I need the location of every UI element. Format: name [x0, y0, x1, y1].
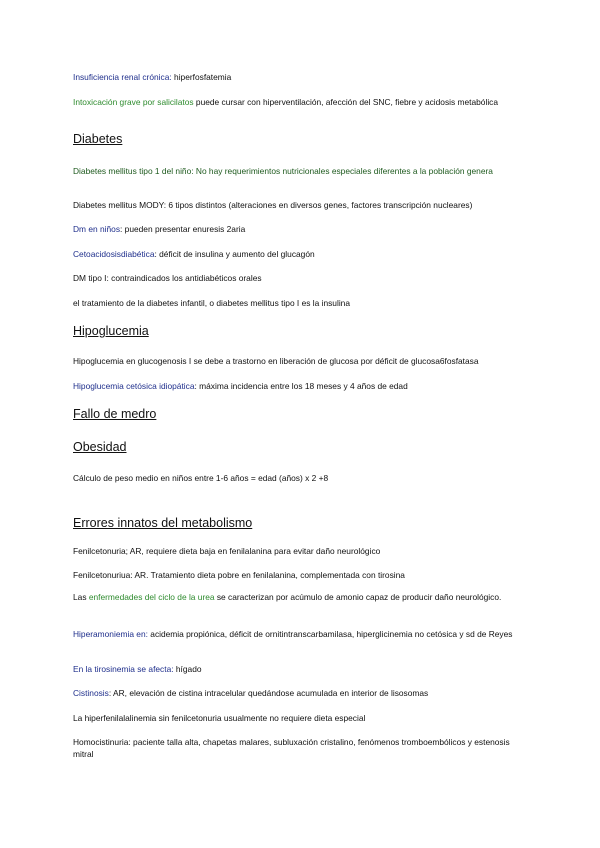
term-dm-ninos: Dm en niños — [73, 224, 121, 234]
paragraph-fenilcetonuria-1: Fenilcetonuria; AR, requiere dieta baja en fenilalanina para evitar daño neurológico — [73, 546, 381, 556]
paragraph-dm-ninos — [73, 223, 513, 235]
paragraph-hiperfenilalaninemia: La hiperfenilalalinemia sin fenilcetonuria usualmente no requiere dieta especial — [73, 713, 366, 723]
paragraph-cetoacidosis — [73, 248, 513, 260]
heading-errores-innatos: Errores innatos del metabolismo — [73, 516, 253, 530]
text-salicilatos: puede cursar con hiperventilación, afección del SNC, fiebre y acidosis metabólica — [193, 97, 499, 107]
paragraph-dm-tipo1: DM tipo I: contraindicados los antidiabéticos orales — [73, 273, 262, 283]
text-hiperamoniemia: acidemia propiónica, déficit de ornitintranscarbamilasa, hiperglicinemia no cetósica y sd de Reyes — [147, 629, 513, 639]
text-cistinosis: : AR, elevación de cistina intracelular quedándose acumulada en interior de lisosomas — [108, 688, 429, 698]
paragraph-mody: Diabetes mellitus MODY: 6 tipos distintos (alteraciones en diversos genes, factores transcripción nucleares) — [73, 200, 473, 210]
term-cetoacidosis: Cetoacidosisdiabética — [73, 249, 155, 259]
paragraph-cetosica — [73, 380, 513, 392]
term-cistinosis: Cistinosis — [73, 688, 109, 698]
paragraph-cistinosis — [73, 687, 513, 699]
paragraph-renal — [73, 71, 513, 83]
text-ciclo-urea-pre: Las — [73, 592, 89, 602]
term-ciclo-urea: enfermedades del ciclo de la urea — [88, 592, 215, 602]
term-salicilatos: Intoxicación grave por salicilatos — [73, 97, 194, 107]
heading-obesidad: Obesidad — [73, 440, 127, 454]
paragraph-tratamiento: el tratamiento de la diabetes infantil, o diabetes mellitus tipo I es la insulina — [73, 298, 351, 308]
text-renal: hiperfosfatemia — [171, 72, 232, 82]
text-cetosica: : máxima incidencia entre los 18 meses y 4 años de edad — [194, 381, 408, 391]
heading-diabetes: Diabetes — [73, 132, 123, 146]
paragraph-ciclo-urea — [73, 591, 513, 603]
paragraph-tirosinemia — [73, 663, 513, 675]
text-ciclo-urea: se caracterizan por acúmulo de amonio capaz de producir daño neurológico. — [214, 592, 502, 602]
heading-fallo-medro: Fallo de medro — [73, 407, 157, 421]
term-tirosinemia: En la tirosinemia se afecta: — [73, 664, 174, 674]
paragraph-fenilcetonuria-2: Fenilcetonuriua: AR. Tratamiento dieta pobre en fenilalanina, complementada con tirosina — [73, 570, 405, 580]
term-renal: Insuficiencia renal crónica: — [73, 72, 172, 82]
text-dm-ninos: : pueden presentar enuresis 2aria — [120, 224, 246, 234]
heading-hipoglucemia: Hipoglucemia — [73, 324, 149, 338]
text-tirosinemia: hígado — [173, 664, 202, 674]
paragraph-dm1: Diabetes mellitus tipo 1 del niño: No hay requerimientos nutricionales especiales diferentes a la población genera — [73, 166, 493, 176]
paragraph-salicilatos — [73, 96, 513, 108]
paragraph-hiperamoniemia — [73, 628, 513, 640]
term-hiperamoniemia: Hiperamoniemia en: — [73, 629, 148, 639]
text-cetoacidosis: : déficit de insulina y aumento del glucagón — [154, 249, 315, 259]
paragraph-peso-medio: Cálculo de peso medio en niños entre 1-6 años = edad (años) x 2 +8 — [73, 473, 329, 483]
paragraph-homocistinuria: Homocistinuria: paciente talla alta, chapetas malares, subluxación cristalino, fenómenos tromboembólicos y estenosis mitral — [73, 737, 510, 759]
term-cetosica: Hipoglucemia cetósica idiopática — [73, 381, 195, 391]
paragraph-glucogenosis: Hipoglucemia en glucogenosis I se debe a trastorno en liberación de glucosa por déficit de glucosa6fosfatasa — [73, 356, 479, 366]
